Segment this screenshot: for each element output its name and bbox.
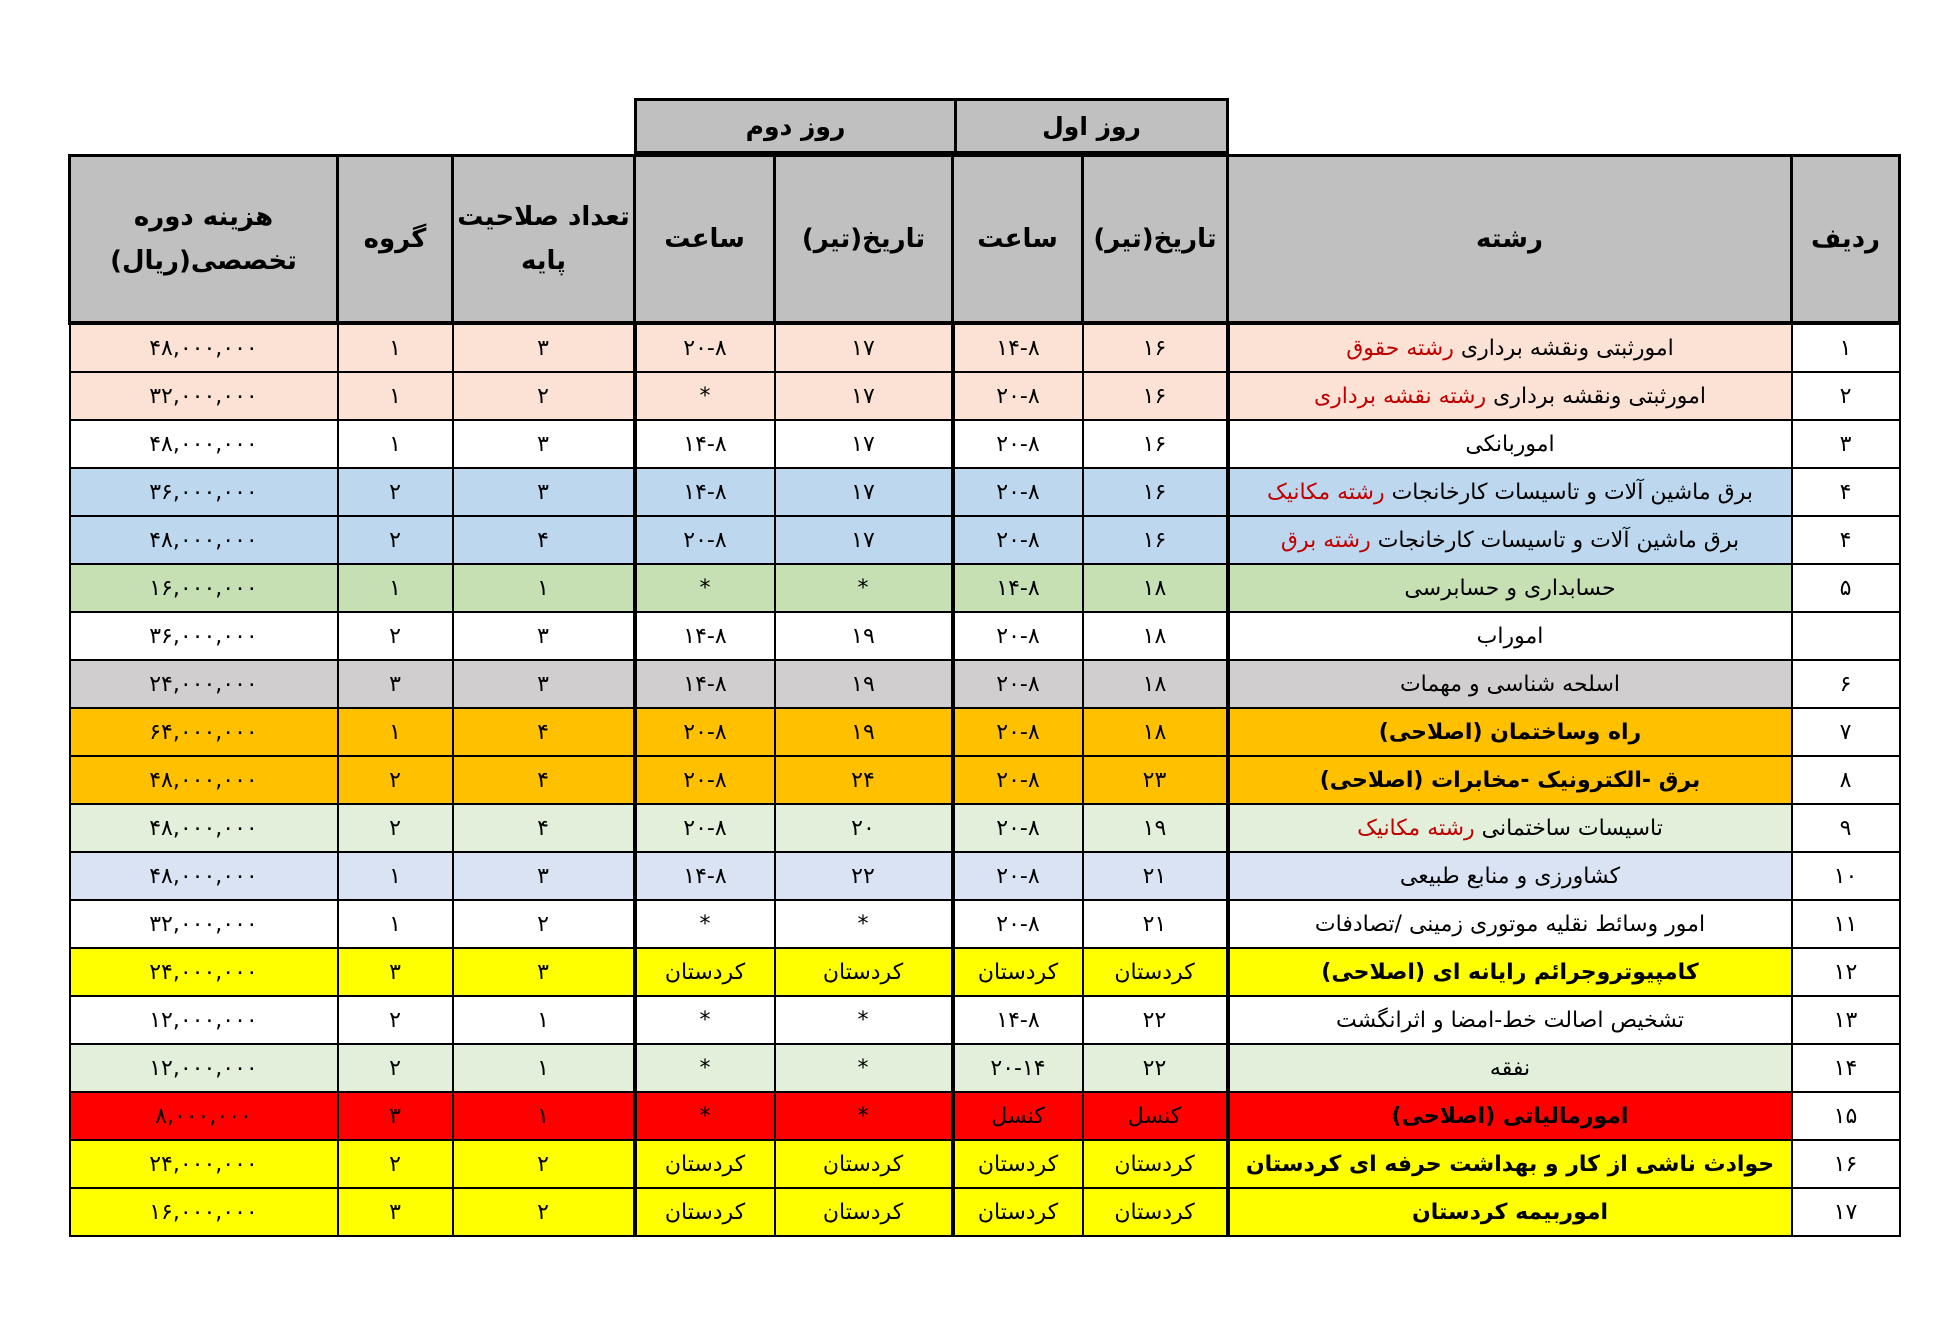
row-cost: ۳۲,۰۰۰,۰۰۰ [70, 900, 338, 948]
row-day2-time: * [635, 1044, 775, 1092]
row-cost: ۳۲,۰۰۰,۰۰۰ [70, 372, 338, 420]
row-group: ۲ [338, 756, 453, 804]
table-row [70, 852, 1900, 900]
field-name: حسابداری و حسابرسی [1404, 575, 1616, 601]
row-day1-time: ۲۰-۸ [953, 756, 1083, 804]
row-day2-date: ۱۹ [775, 660, 953, 708]
field-name: حوادث ناشی از کار و بهداشت حرفه ای [1341, 1151, 1775, 1177]
row-field [1228, 1044, 1792, 1092]
field-name: امور وسائط نقلیه موتوری زمینی /تصادفات [1314, 911, 1706, 937]
row-group: ۱ [338, 708, 453, 756]
row-day1-date: ۱۶ [1083, 516, 1228, 564]
field-name: تاسیسات ساختمانی [1474, 815, 1663, 841]
row-group: ۲ [338, 468, 453, 516]
header-day2-date: تاریخ(تیر) [775, 156, 953, 324]
row-field [1228, 1188, 1792, 1236]
row-field [1228, 660, 1792, 708]
row-cost: ۱۲,۰۰۰,۰۰۰ [70, 996, 338, 1044]
row-radif: ۱ [1792, 323, 1900, 372]
row-field [1228, 1140, 1792, 1188]
row-count: ۳ [453, 852, 635, 900]
header-field: رشته [1228, 156, 1792, 324]
row-day2-time: ۲۰-۸ [635, 323, 775, 372]
row-radif: ۱۱ [1792, 900, 1900, 948]
row-field [1228, 323, 1792, 372]
row-day1-time: کردستان [953, 1188, 1083, 1236]
row-day2-time: * [635, 996, 775, 1044]
field-name: امورمالیاتی (اصلاحی) [1391, 1103, 1629, 1129]
row-day1-time: ۲۰-۸ [953, 612, 1083, 660]
row-day1-date: کردستان [1083, 948, 1228, 996]
field-name: برق ماشین آلات و تاسیسات کارخانجات [1370, 527, 1740, 553]
schedule-table [68, 154, 1901, 1237]
row-field [1228, 804, 1792, 852]
row-count: ۱ [453, 1092, 635, 1140]
row-day1-time: ۲۰-۸ [953, 372, 1083, 420]
row-day2-time: ۱۴-۸ [635, 660, 775, 708]
row-field [1228, 516, 1792, 564]
row-day2-time: ۲۰-۸ [635, 756, 775, 804]
row-cost: ۴۸,۰۰۰,۰۰۰ [70, 756, 338, 804]
row-day1-time: ۲۰-۸ [953, 708, 1083, 756]
row-count: ۳ [453, 468, 635, 516]
table-row [70, 948, 1900, 996]
row-day2-time: کردستان [635, 1188, 775, 1236]
field-name: امورثبتی ونقشه برداری [1486, 383, 1707, 409]
row-cost: ۱۶,۰۰۰,۰۰۰ [70, 564, 338, 612]
row-radif [1792, 612, 1900, 660]
row-radif: ۱۶ [1792, 1140, 1900, 1188]
row-day2-time: ۱۴-۸ [635, 852, 775, 900]
row-radif: ۳ [1792, 420, 1900, 468]
row-group: ۲ [338, 612, 453, 660]
row-group: ۲ [338, 1044, 453, 1092]
row-radif: ۴ [1792, 468, 1900, 516]
row-cost: ۲۴,۰۰۰,۰۰۰ [70, 1140, 338, 1188]
row-radif: ۱۵ [1792, 1092, 1900, 1140]
row-group: ۲ [338, 1140, 453, 1188]
row-day1-date: کردستان [1083, 1140, 1228, 1188]
header-day1-date: تاریخ(تیر) [1083, 156, 1228, 324]
table-header-row [70, 156, 1900, 324]
row-count: ۱ [453, 996, 635, 1044]
row-day1-date: کردستان [1083, 1188, 1228, 1236]
table-row [70, 660, 1900, 708]
table-row [70, 708, 1900, 756]
row-day1-date: ۲۱ [1083, 900, 1228, 948]
row-count: ۴ [453, 756, 635, 804]
table-row [70, 1092, 1900, 1140]
row-day1-time: ۱۴-۸ [953, 323, 1083, 372]
row-day1-date: ۱۶ [1083, 420, 1228, 468]
row-cost: ۴۸,۰۰۰,۰۰۰ [70, 852, 338, 900]
row-day2-date: ۱۷ [775, 323, 953, 372]
row-cost: ۴۸,۰۰۰,۰۰۰ [70, 804, 338, 852]
table-body [70, 323, 1900, 1236]
row-day1-time: ۲۰-۸ [953, 804, 1083, 852]
table-row [70, 1188, 1900, 1236]
row-count: ۳ [453, 660, 635, 708]
row-day2-date: کردستان [775, 948, 953, 996]
field-name: کشاورزی و منابع طبیعی [1399, 863, 1621, 889]
row-group: ۱ [338, 323, 453, 372]
row-field [1228, 612, 1792, 660]
row-day2-date: ۱۷ [775, 372, 953, 420]
row-radif: ۱۷ [1792, 1188, 1900, 1236]
row-group: ۳ [338, 1188, 453, 1236]
row-day1-time: ۲۰-۸ [953, 516, 1083, 564]
row-radif: ۴ [1792, 516, 1900, 564]
row-cost: ۲۴,۰۰۰,۰۰۰ [70, 948, 338, 996]
row-day2-date: ۱۹ [775, 708, 953, 756]
row-day2-date: * [775, 1044, 953, 1092]
table-row [70, 996, 1900, 1044]
row-field [1228, 1092, 1792, 1140]
row-day1-date: ۱۶ [1083, 468, 1228, 516]
row-day1-date: ۱۶ [1083, 372, 1228, 420]
table-row [70, 900, 1900, 948]
row-day1-time: کردستان [953, 1140, 1083, 1188]
row-radif: ۱۲ [1792, 948, 1900, 996]
header-day2-time: ساعت [635, 156, 775, 324]
row-count: ۲ [453, 1140, 635, 1188]
row-cost: ۳۶,۰۰۰,۰۰۰ [70, 612, 338, 660]
row-group: ۳ [338, 660, 453, 708]
row-day1-time: ۲۰-۸ [953, 852, 1083, 900]
table-row [70, 612, 1900, 660]
row-day1-time: ۱۴-۸ [953, 564, 1083, 612]
table-row [70, 564, 1900, 612]
row-field [1228, 708, 1792, 756]
table-row [70, 756, 1900, 804]
row-field [1228, 756, 1792, 804]
row-group: ۳ [338, 948, 453, 996]
row-cost: ۴۸,۰۰۰,۰۰۰ [70, 323, 338, 372]
row-count: ۳ [453, 612, 635, 660]
row-cost: ۶۴,۰۰۰,۰۰۰ [70, 708, 338, 756]
row-day1-time: ۲۰-۸ [953, 420, 1083, 468]
row-day2-date: ۱۷ [775, 468, 953, 516]
row-field [1228, 564, 1792, 612]
field-name: برق -الکترونیک -مخابرات (اصلاحی) [1319, 767, 1701, 793]
row-day1-date: ۱۸ [1083, 708, 1228, 756]
field-name: کامپیوتروجرائم رایانه ای (اصلاحی) [1321, 959, 1699, 985]
row-day1-date: ۱۸ [1083, 564, 1228, 612]
header-radif: ردیف [1792, 156, 1900, 324]
row-radif: ۱۴ [1792, 1044, 1900, 1092]
field-highlight: رشته برق [1280, 527, 1371, 553]
field-name: اسلحه شناسی و مهمات [1399, 671, 1621, 697]
row-count: ۳ [453, 323, 635, 372]
field-name: برق ماشین آلات و تاسیسات کارخانجات [1384, 479, 1753, 505]
row-group: ۱ [338, 852, 453, 900]
row-day2-time: ۲۰-۸ [635, 516, 775, 564]
row-field [1228, 468, 1792, 516]
row-cost: ۴۸,۰۰۰,۰۰۰ [70, 516, 338, 564]
row-day1-date: ۲۱ [1083, 852, 1228, 900]
row-field [1228, 900, 1792, 948]
header-day1-time: ساعت [953, 156, 1083, 324]
row-radif: ۲ [1792, 372, 1900, 420]
row-day2-time: کردستان [635, 1140, 775, 1188]
row-radif: ۱۰ [1792, 852, 1900, 900]
row-count: ۱ [453, 564, 635, 612]
row-day1-time: ۲۰-۱۴ [953, 1044, 1083, 1092]
row-day2-date: ۲۴ [775, 756, 953, 804]
row-day1-time: کنسل [953, 1092, 1083, 1140]
row-day2-time: ۱۴-۸ [635, 420, 775, 468]
row-day2-time: ۱۴-۸ [635, 612, 775, 660]
row-count: ۲ [453, 1188, 635, 1236]
row-group: ۲ [338, 996, 453, 1044]
header-group: گروه [338, 156, 453, 324]
row-field [1228, 372, 1792, 420]
row-day2-time: * [635, 1092, 775, 1140]
row-day2-date: * [775, 564, 953, 612]
row-group: ۳ [338, 1092, 453, 1140]
row-day2-date: ۲۰ [775, 804, 953, 852]
row-group: ۱ [338, 372, 453, 420]
row-day2-date: ۱۷ [775, 420, 953, 468]
row-cost: ۳۶,۰۰۰,۰۰۰ [70, 468, 338, 516]
row-day1-date: ۲۳ [1083, 756, 1228, 804]
row-day2-date: ۲۲ [775, 852, 953, 900]
field-highlight: کردستان [1411, 1199, 1508, 1225]
table-row [70, 372, 1900, 420]
row-day2-time: * [635, 564, 775, 612]
header-count: تعداد صلاحیت پایه [453, 156, 635, 324]
row-radif: ۹ [1792, 804, 1900, 852]
row-day1-time: ۲۰-۸ [953, 468, 1083, 516]
row-day2-date: کردستان [775, 1140, 953, 1188]
field-name: نفقه [1489, 1055, 1531, 1081]
row-cost: ۴۸,۰۰۰,۰۰۰ [70, 420, 338, 468]
row-day2-time: ۱۴-۸ [635, 468, 775, 516]
row-count: ۳ [453, 420, 635, 468]
row-count: ۴ [453, 516, 635, 564]
row-group: ۱ [338, 564, 453, 612]
field-highlight: رشته مکانیک [1357, 815, 1475, 841]
row-day2-date: * [775, 1092, 953, 1140]
row-day1-time: ۲۰-۸ [953, 660, 1083, 708]
row-count: ۳ [453, 948, 635, 996]
row-field [1228, 420, 1792, 468]
row-day1-date: ۱۶ [1083, 323, 1228, 372]
row-day2-time: ۲۰-۸ [635, 804, 775, 852]
row-day2-time: * [635, 900, 775, 948]
row-field [1228, 948, 1792, 996]
field-name: امورثبتی ونقشه برداری [1453, 335, 1674, 361]
field-highlight: کردستان [1245, 1151, 1342, 1177]
table-row [70, 804, 1900, 852]
row-day1-date: ۲۲ [1083, 996, 1228, 1044]
row-day2-time: * [635, 372, 775, 420]
field-name: اموراب [1476, 623, 1544, 649]
group-header-day2: روز دوم [634, 98, 957, 154]
row-radif: ۶ [1792, 660, 1900, 708]
row-radif: ۸ [1792, 756, 1900, 804]
table-row [70, 516, 1900, 564]
row-radif: ۵ [1792, 564, 1900, 612]
header-cost: هزینه دوره تخصصی(ریال) [70, 156, 338, 324]
field-highlight: رشته نقشه برداری [1313, 383, 1487, 409]
row-group: ۱ [338, 900, 453, 948]
row-group: ۱ [338, 420, 453, 468]
row-day1-date: ۱۸ [1083, 612, 1228, 660]
row-count: ۴ [453, 708, 635, 756]
row-cost: ۲۴,۰۰۰,۰۰۰ [70, 660, 338, 708]
row-radif: ۱۳ [1792, 996, 1900, 1044]
table-row [70, 420, 1900, 468]
row-day2-date: کردستان [775, 1188, 953, 1236]
row-day1-time: کردستان [953, 948, 1083, 996]
table-row [70, 1044, 1900, 1092]
table-row [70, 468, 1900, 516]
row-day1-date: ۱۹ [1083, 804, 1228, 852]
row-day2-date: ۱۹ [775, 612, 953, 660]
row-count: ۲ [453, 372, 635, 420]
field-name: راه وساختمان (اصلاحی) [1378, 719, 1642, 745]
row-cost: ۱۶,۰۰۰,۰۰۰ [70, 1188, 338, 1236]
row-cost: ۸,۰۰۰,۰۰۰ [70, 1092, 338, 1140]
row-day1-date: کنسل [1083, 1092, 1228, 1140]
field-name: اموربانکی [1465, 431, 1555, 457]
row-day1-date: ۲۲ [1083, 1044, 1228, 1092]
table-row [70, 1140, 1900, 1188]
group-header-day1: روز اول [954, 98, 1229, 154]
row-group: ۲ [338, 516, 453, 564]
table-row [70, 323, 1900, 372]
row-count: ۲ [453, 900, 635, 948]
row-field [1228, 852, 1792, 900]
field-highlight: رشته مکانیک [1267, 479, 1385, 505]
row-radif: ۷ [1792, 708, 1900, 756]
row-day2-date: * [775, 900, 953, 948]
row-day2-date: ۱۷ [775, 516, 953, 564]
row-day1-time: ۲۰-۸ [953, 900, 1083, 948]
row-day1-time: ۱۴-۸ [953, 996, 1083, 1044]
row-day2-date: * [775, 996, 953, 1044]
row-day2-time: کردستان [635, 948, 775, 996]
row-day2-time: ۲۰-۸ [635, 708, 775, 756]
field-name: اموربیمه [1507, 1199, 1609, 1225]
row-cost: ۱۲,۰۰۰,۰۰۰ [70, 1044, 338, 1092]
row-day1-date: ۱۸ [1083, 660, 1228, 708]
field-highlight: رشته حقوق [1346, 335, 1454, 361]
row-group: ۲ [338, 804, 453, 852]
row-count: ۱ [453, 1044, 635, 1092]
row-count: ۴ [453, 804, 635, 852]
field-name: تشخیص اصالت خط-امضا و اثرانگشت [1335, 1007, 1685, 1033]
row-field [1228, 996, 1792, 1044]
